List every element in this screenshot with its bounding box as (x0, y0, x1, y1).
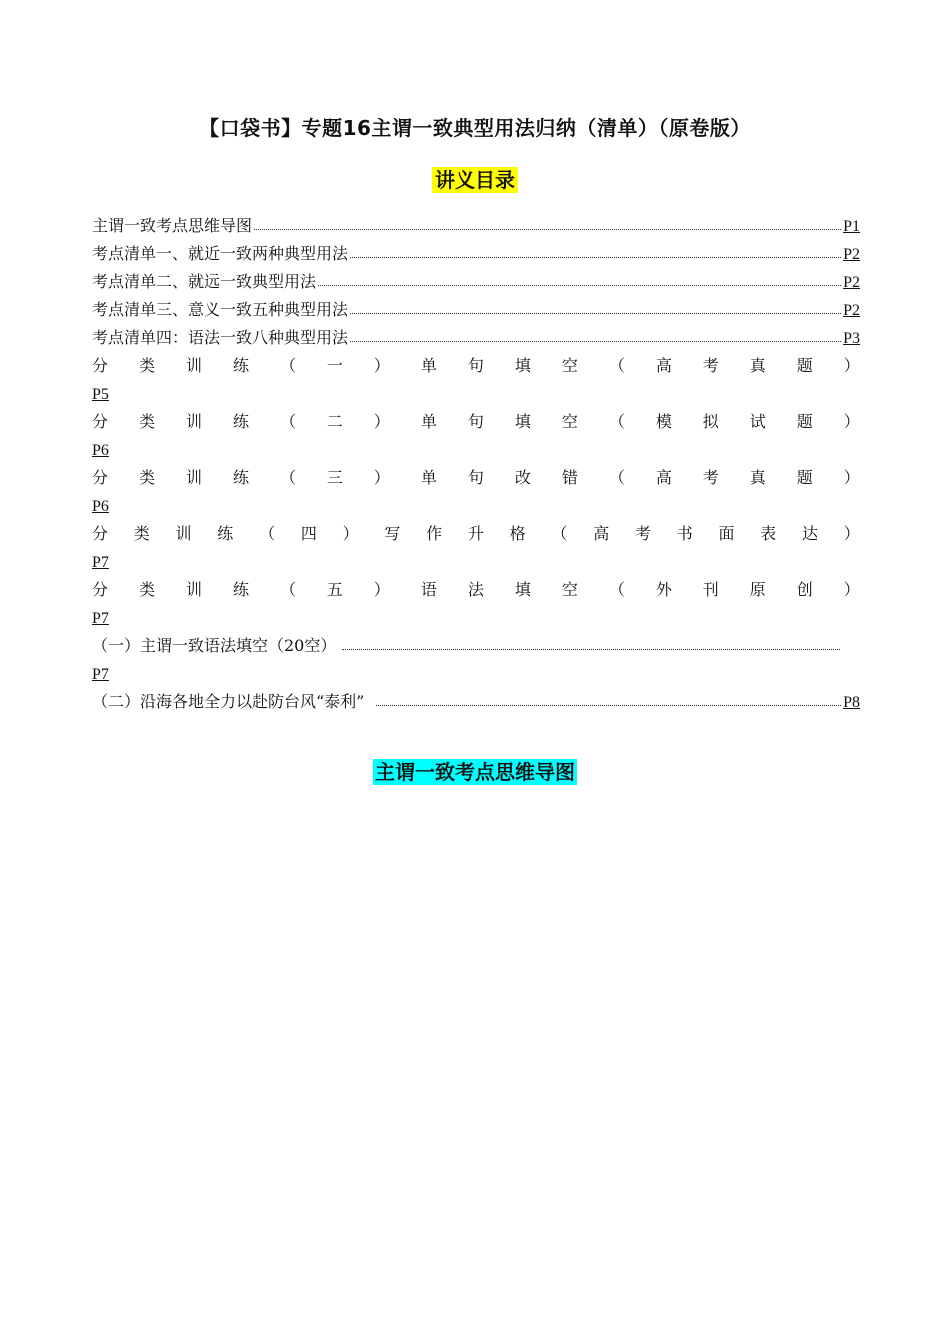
toc-char: 练 (217, 524, 234, 543)
toc-char: 分 (92, 524, 109, 543)
toc-training-entry[interactable] (92, 572, 860, 628)
toc-entry-page[interactable]: P7 (92, 554, 109, 571)
toc-char: （ (608, 580, 625, 599)
toc-char: 题 (796, 356, 813, 375)
toc-entry-page[interactable]: P8 (843, 694, 860, 711)
toc-entry-page[interactable]: P2 (843, 302, 860, 319)
toc-char: 试 (749, 412, 766, 431)
toc-training-entry[interactable] (92, 516, 860, 572)
toc-char: ） (373, 356, 390, 375)
toc-entry-page[interactable]: P1 (843, 218, 860, 235)
toc-char: ） (373, 468, 390, 487)
toc-char: 类 (138, 580, 155, 599)
toc-char: 法 (467, 580, 484, 599)
toc-char: 填 (514, 356, 531, 375)
toc-entry-page[interactable]: P2 (843, 274, 860, 291)
toc-training-label (92, 516, 860, 544)
toc-entry-page[interactable]: P6 (92, 498, 109, 515)
toc-char: 空 (561, 412, 578, 431)
toc-char: （ (259, 524, 276, 543)
toc-char: ） (843, 524, 860, 543)
toc-char: 题 (796, 412, 813, 431)
toc-leader (350, 256, 841, 258)
toc-char: （ (551, 524, 568, 543)
toc-entry-label: （一）主谓一致语法填空（20空） (92, 636, 337, 655)
toc-char: 分 (92, 580, 109, 599)
toc-training-entry[interactable] (92, 460, 860, 516)
toc-char: 分 (92, 356, 109, 375)
toc-char: 句 (467, 468, 484, 487)
toc-heading-text: 讲义目录 (432, 167, 518, 193)
toc-char: 句 (467, 356, 484, 375)
toc-char: ） (843, 468, 860, 487)
toc-entry-label: （二）沿海各地全力以赴防台风“泰利” (92, 692, 365, 711)
toc-entry-page[interactable]: P5 (92, 386, 109, 403)
toc-char: 考 (702, 468, 719, 487)
toc-char: 面 (718, 524, 735, 543)
toc-entry[interactable] (92, 236, 860, 264)
toc-sub-entry[interactable] (92, 628, 860, 684)
toc-entry[interactable] (92, 320, 860, 348)
toc-entry[interactable] (92, 264, 860, 292)
toc-char: （ (279, 412, 296, 431)
toc-char: 达 (802, 524, 819, 543)
toc-char: 真 (749, 356, 766, 375)
section-heading (0, 756, 950, 785)
toc-char: 五 (326, 580, 343, 599)
toc-char: 高 (655, 356, 672, 375)
toc-entry[interactable] (92, 292, 860, 320)
toc-entry-page[interactable]: P3 (843, 330, 860, 347)
toc-char: 考 (634, 524, 651, 543)
toc-char: 填 (514, 412, 531, 431)
toc-char: 类 (138, 356, 155, 375)
toc-entry-page[interactable]: P6 (92, 442, 109, 459)
document-title: 【口袋书】专题16主谓一致典型用法归纳（清单）（原卷版） (199, 116, 751, 140)
toc-char: 真 (749, 468, 766, 487)
toc-char: （ (279, 356, 296, 375)
toc-char: 四 (300, 524, 317, 543)
toc-training-entry[interactable] (92, 404, 860, 460)
toc-char: 练 (232, 412, 249, 431)
toc-char: 语 (420, 580, 437, 599)
toc-char: 填 (514, 580, 531, 599)
toc-char: 类 (138, 412, 155, 431)
toc-char: （ (279, 580, 296, 599)
toc-entry-page[interactable]: P7 (92, 666, 109, 683)
toc-entry-label: 考点清单三、意义一致五种典型用法 (92, 300, 349, 319)
toc-training-entry[interactable] (92, 348, 860, 404)
toc-training-label (92, 460, 860, 488)
toc-char: 原 (749, 580, 766, 599)
toc-char: 题 (796, 468, 813, 487)
toc-leader (254, 228, 841, 230)
toc-char: ） (843, 412, 860, 431)
toc-entry-page[interactable]: P7 (92, 610, 109, 627)
toc-char: 写 (384, 524, 401, 543)
toc-training-label (92, 572, 860, 600)
toc-char: 高 (593, 524, 610, 543)
toc-char: 单 (420, 412, 437, 431)
toc-char: 二 (326, 412, 343, 431)
toc-char: ） (843, 580, 860, 599)
toc-entry-label: 考点清单二、就远一致典型用法 (92, 272, 317, 291)
toc-char: ） (373, 580, 390, 599)
toc-char: 三 (326, 468, 343, 487)
toc-char: 拟 (702, 412, 719, 431)
toc-entry-label: 考点清单四：语法一致八种典型用法 (92, 328, 349, 347)
toc-char: ） (843, 356, 860, 375)
toc-leader (376, 704, 841, 706)
toc-char: 训 (175, 524, 192, 543)
toc-char: （ (279, 468, 296, 487)
toc-char: 格 (509, 524, 526, 543)
toc-leader (350, 340, 841, 342)
toc-entry[interactable] (92, 208, 860, 236)
toc-char: 升 (467, 524, 484, 543)
toc-char: 训 (185, 580, 202, 599)
table-of-contents (92, 208, 860, 712)
toc-char: 空 (561, 356, 578, 375)
toc-char: 空 (561, 580, 578, 599)
toc-char: 单 (420, 356, 437, 375)
toc-char: 训 (185, 412, 202, 431)
toc-char: 一 (326, 356, 343, 375)
toc-char: （ (608, 468, 625, 487)
toc-char: ） (342, 524, 359, 543)
toc-leader (342, 649, 840, 650)
toc-char: 模 (655, 412, 672, 431)
toc-char: 类 (133, 524, 150, 543)
toc-entry-label: 主谓一致考点思维导图 (92, 216, 253, 235)
toc-char: 书 (676, 524, 693, 543)
toc-char: 分 (92, 412, 109, 431)
toc-char: 作 (426, 524, 443, 543)
toc-char: 分 (92, 468, 109, 487)
toc-char: 考 (702, 356, 719, 375)
toc-char: 刊 (702, 580, 719, 599)
toc-training-label (92, 348, 860, 376)
toc-char: 高 (655, 468, 672, 487)
toc-entry-page[interactable]: P2 (843, 246, 860, 263)
toc-char: 练 (232, 468, 249, 487)
toc-char: ） (373, 412, 390, 431)
toc-char: 类 (138, 468, 155, 487)
toc-char: 外 (655, 580, 672, 599)
toc-char: 改 (514, 468, 531, 487)
toc-heading (0, 164, 950, 193)
toc-leader (350, 312, 841, 314)
toc-char: 练 (232, 356, 249, 375)
section-heading-text: 主谓一致考点思维导图 (375, 760, 575, 784)
toc-leader (318, 284, 841, 286)
toc-char: 练 (232, 580, 249, 599)
toc-char: （ (608, 356, 625, 375)
toc-training-label (92, 404, 860, 432)
toc-char: 句 (467, 412, 484, 431)
toc-char: 表 (760, 524, 777, 543)
toc-char: （ (608, 412, 625, 431)
toc-sub-entry[interactable] (92, 684, 860, 712)
toc-char: 创 (796, 580, 813, 599)
toc-char: 训 (185, 468, 202, 487)
toc-char: 错 (561, 468, 578, 487)
toc-char: 单 (420, 468, 437, 487)
toc-entry-label: 考点清单一、就近一致两种典型用法 (92, 244, 349, 263)
toc-char: 训 (185, 356, 202, 375)
